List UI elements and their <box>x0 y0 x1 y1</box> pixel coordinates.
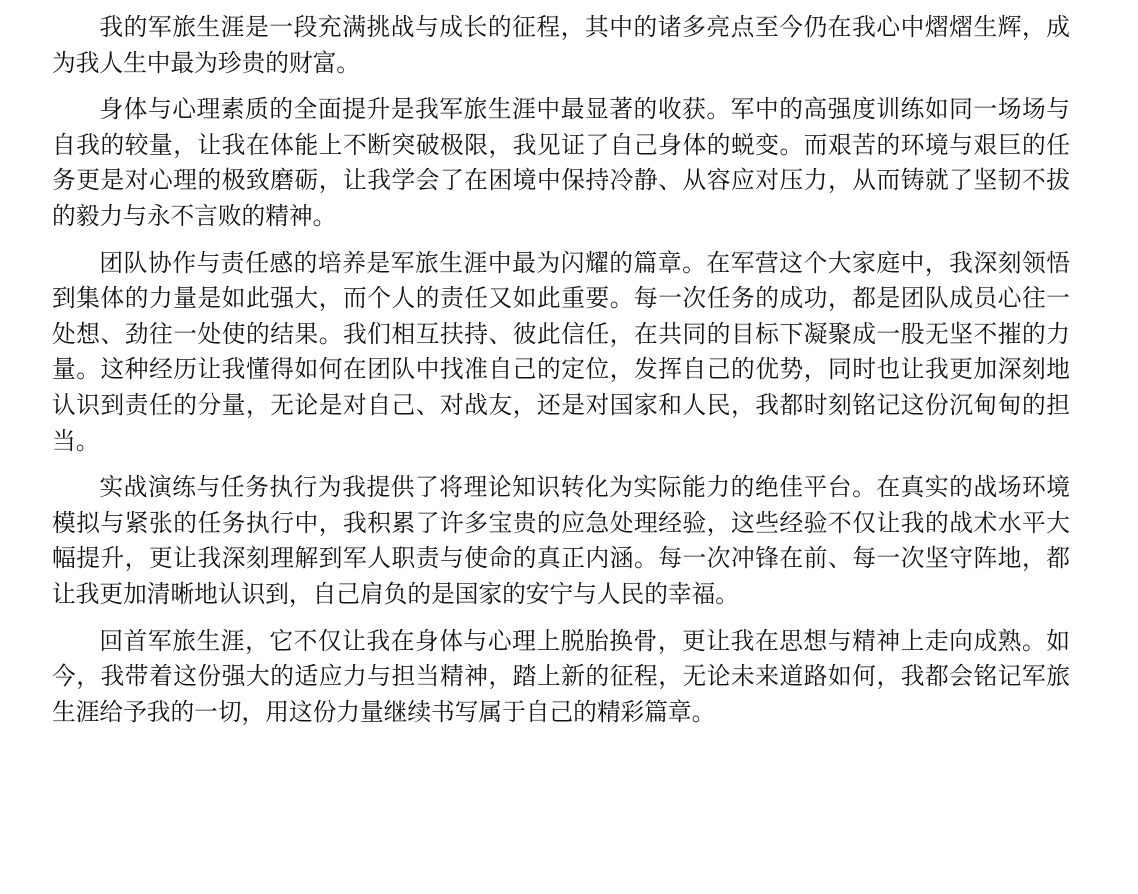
document-body <box>52 10 1070 741</box>
paragraph-intro: 我的军旅生涯是一段充满挑战与成长的征程，其中的诸多亮点至今仍在我心中熠熠生辉，成为我人生中最为珍贵的财富。 <box>52 13 1070 77</box>
paragraph-teamwork: 团队协作与责任感的培养是军旅生涯中最为闪耀的篇章。在军营这个大家庭中，我深刻领悟到集体的力量是如此强大，而个人的责任又如此重要。每一次任务的成功，都是团队成员心往一处想、劲往一处使的结果。我们相互扶持、彼此信任，在共同的目标下凝聚成一股无坚不摧的力量。这种经历让我懂得如何在团队中找准自己的定位，发挥自己的优势，同时也让我更加深刻地认识到责任的分量，无论是对自己、对战友，还是对国家和人民，我都时刻铭记这份沉甸甸的担当。 <box>52 248 1070 455</box>
paragraph-practice: 实战演练与任务执行为我提供了将理论知识转化为实际能力的绝佳平台。在真实的战场环境模拟与紧张的任务执行中，我积累了许多宝贵的应急处理经验，这些经验不仅让我的战术水平大幅提升，更让我深刻理解到军人职责与使命的真正内涵。每一次冲锋在前、每一次坚守阵地，都让我更加清晰地认识到，自己肩负的是国家的安宁与人民的幸福。 <box>52 473 1070 608</box>
paragraph-conclusion: 回首军旅生涯，它不仅让我在身体与心理上脱胎换骨，更让我在思想与精神上走向成熟。如今，我带着这份强大的适应力与担当精神，踏上新的征程，无论未来道路如何，我都会铭记军旅生涯给予我的一切，用这份力量继续书写属于自己的精彩篇章。 <box>52 626 1070 726</box>
paragraph-physical-mental: 身体与心理素质的全面提升是我军旅生涯中最显著的收获。军中的高强度训练如同一场场与自我的较量，让我在体能上不断突破极限，我见证了自己身体的蜕变。而艰苦的环境与艰巨的任务更是对心理的极致磨砺，让我学会了在困境中保持冷静、从容应对压力，从而铸就了坚韧不拔的毅力与永不言败的精神。 <box>52 95 1070 230</box>
